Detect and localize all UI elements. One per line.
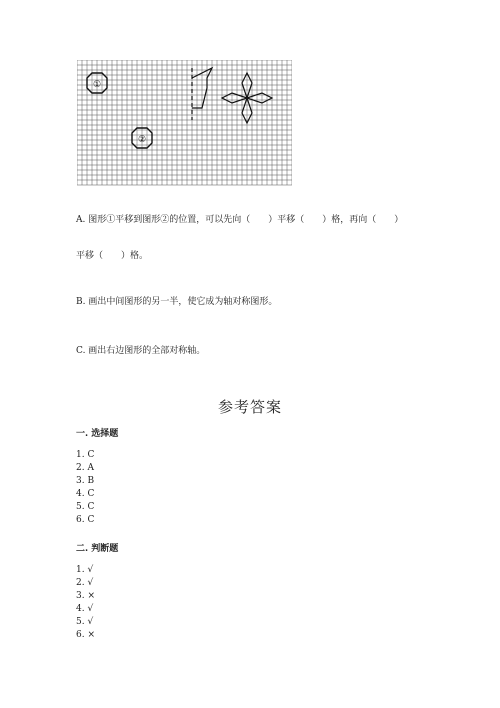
choice-answer-list	[76, 449, 94, 527]
answer-title: 参考答案	[217, 398, 282, 416]
grid-lines	[77, 60, 292, 185]
list-item: 4. C	[76, 489, 95, 499]
list-item: 1. C	[76, 450, 95, 460]
question-b: B. 画出中间图形的另一半，使它成为轴对称图形。	[76, 297, 278, 307]
list-item: 5. C	[76, 502, 95, 512]
section-heading-judge: 二. 判断题	[76, 544, 119, 554]
octagon-1-label: ①	[92, 80, 102, 90]
list-item: 2. √	[76, 578, 94, 588]
list-item: 5. √	[76, 617, 94, 627]
list-item: 6. ×	[76, 630, 95, 640]
list-item: 6. C	[76, 515, 95, 525]
grid-figure	[77, 60, 292, 188]
list-item: 1. √	[76, 565, 94, 575]
list-item: 3. ×	[76, 591, 95, 601]
list-item: 3. B	[76, 476, 95, 486]
question-c: C. 画出右边图形的全部对称轴。	[76, 346, 206, 356]
list-item: 4. √	[76, 604, 94, 614]
section-heading-choice: 一. 选择题	[76, 429, 119, 439]
list-item: 2. A	[76, 463, 94, 473]
grid-diagram	[77, 60, 292, 188]
judge-answer-list	[76, 564, 95, 642]
octagon-2-label: ②	[137, 135, 147, 145]
question-a-line1: A. 图形①平移到图形②的位置，可以先向（ ）平移（ ）格，再向（ ）	[76, 215, 404, 225]
question-a-line2: 平移（ ）格。	[76, 251, 149, 261]
